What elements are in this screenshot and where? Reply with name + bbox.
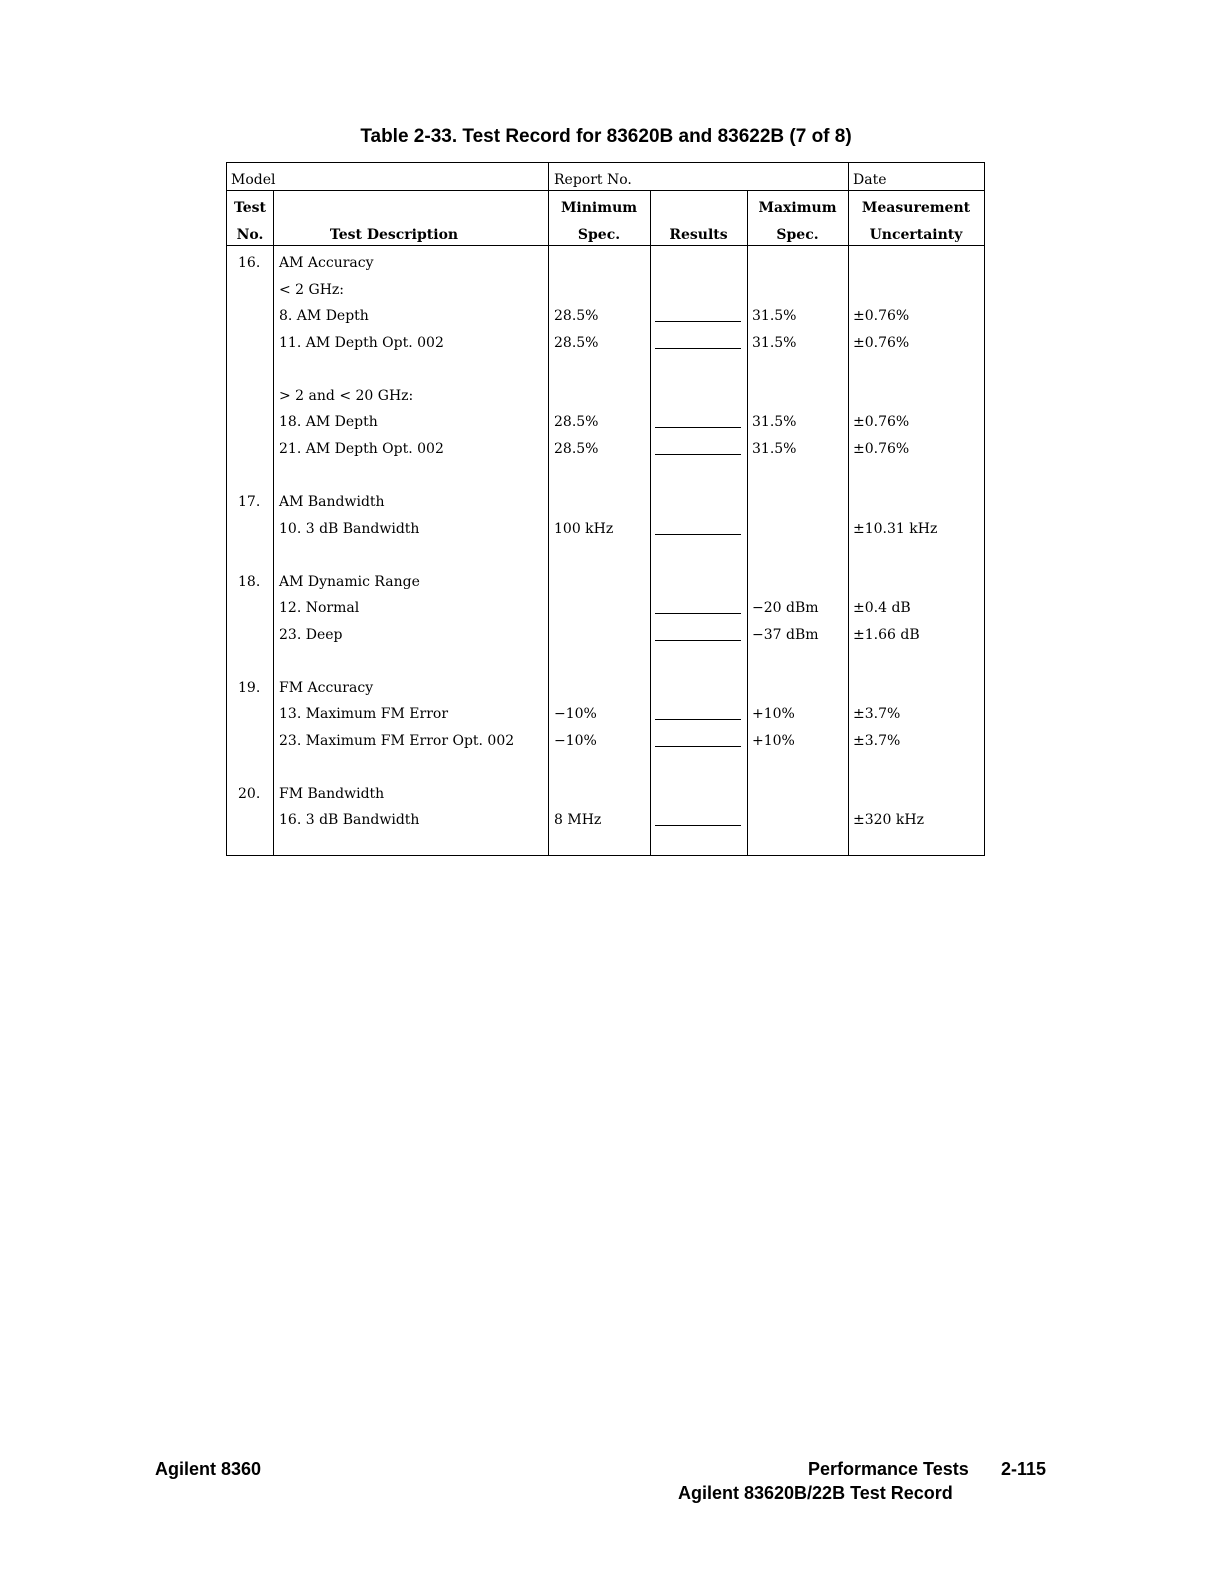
- result-entry-blank[interactable]: [655, 613, 741, 614]
- test-name: FM Accuracy: [279, 680, 374, 696]
- max-spec-value: 31.5%: [752, 335, 797, 351]
- column-header-divider: [227, 245, 984, 246]
- footer-section: Performance Tests: [808, 1459, 969, 1479]
- date-column-divider: [848, 163, 849, 190]
- col-header-minimum: Minimum: [560, 200, 638, 216]
- col-header-no: No.: [236, 227, 264, 243]
- max-spec-value: −37 dBm: [752, 627, 819, 643]
- frequency-group-label: < 2 GHz:: [279, 282, 345, 298]
- test-row-description: 13. Maximum FM Error: [279, 706, 449, 722]
- uncertainty-value: ±0.76%: [853, 335, 910, 351]
- result-entry-blank[interactable]: [655, 534, 741, 535]
- test-row-description: 18. AM Depth: [279, 414, 378, 430]
- min-spec-value: −10%: [554, 706, 597, 722]
- col-divider-description: [548, 190, 549, 855]
- max-spec-value: 31.5%: [752, 308, 797, 324]
- uncertainty-value: ±1.66 dB: [853, 627, 920, 643]
- test-name: FM Bandwidth: [279, 786, 385, 802]
- max-spec-value: +10%: [752, 733, 795, 749]
- col-header-max-spec: Spec.: [776, 227, 819, 243]
- min-spec-value: −10%: [554, 733, 597, 749]
- col-divider-min-spec: [650, 190, 651, 855]
- result-entry-blank[interactable]: [655, 746, 741, 747]
- table-title: Table 2-33. Test Record for 83620B and 83622B (7 of 8): [360, 126, 852, 147]
- footer-product: Agilent 8360: [155, 1459, 262, 1479]
- min-spec-value: 28.5%: [554, 308, 599, 324]
- col-header-measurement: Measurement: [861, 200, 971, 216]
- footer-subsection: Agilent 83620B/22B Test Record: [678, 1483, 953, 1503]
- result-entry-blank[interactable]: [655, 719, 741, 720]
- test-row-description: 12. Normal: [279, 600, 360, 616]
- uncertainty-value: ±320 kHz: [853, 812, 924, 828]
- uncertainty-value: ±0.76%: [853, 308, 910, 324]
- max-spec-value: −20 dBm: [752, 600, 819, 616]
- test-number: 17.: [238, 494, 261, 510]
- min-spec-value: 28.5%: [554, 414, 599, 430]
- max-spec-value: 31.5%: [752, 414, 797, 430]
- test-number: 19.: [238, 680, 261, 696]
- report-no-label: Report No.: [554, 172, 632, 188]
- uncertainty-value: ±0.76%: [853, 441, 910, 457]
- result-entry-blank[interactable]: [655, 640, 741, 641]
- footer-page-number: 2-115: [1001, 1459, 1047, 1479]
- frequency-group-label: > 2 and < 20 GHz:: [279, 388, 414, 404]
- col-divider-test-no: [273, 190, 274, 855]
- test-name: AM Bandwidth: [279, 494, 385, 510]
- test-name: AM Accuracy: [279, 255, 374, 271]
- min-spec-value: 100 kHz: [554, 521, 614, 537]
- uncertainty-value: ±0.76%: [853, 414, 910, 430]
- test-record-table: [226, 162, 985, 856]
- col-divider-max-spec: [848, 190, 849, 855]
- test-row-description: 11. AM Depth Opt. 002: [279, 335, 444, 351]
- test-row-description: 23. Deep: [279, 627, 343, 643]
- result-entry-blank[interactable]: [655, 348, 741, 349]
- test-name: AM Dynamic Range: [279, 574, 420, 590]
- uncertainty-value: ±3.7%: [853, 733, 901, 749]
- result-entry-blank[interactable]: [655, 427, 741, 428]
- result-entry-blank[interactable]: [655, 321, 741, 322]
- report-column-divider: [548, 163, 549, 190]
- date-label: Date: [853, 172, 887, 188]
- uncertainty-value: ±3.7%: [853, 706, 901, 722]
- test-row-description: 10. 3 dB Bandwidth: [279, 521, 420, 537]
- min-spec-value: 8 MHz: [554, 812, 602, 828]
- header-divider: [227, 190, 984, 191]
- test-number: 20.: [238, 786, 261, 802]
- uncertainty-value: ±10.31 kHz: [853, 521, 938, 537]
- col-header-results: Results: [669, 227, 728, 243]
- max-spec-value: 31.5%: [752, 441, 797, 457]
- model-label: Model: [231, 172, 276, 188]
- col-header-maximum: Maximum: [758, 200, 837, 216]
- min-spec-value: 28.5%: [554, 441, 599, 457]
- col-divider-results: [747, 190, 748, 855]
- min-spec-value: 28.5%: [554, 335, 599, 351]
- test-number: 18.: [238, 574, 261, 590]
- col-header-uncertainty: Uncertainty: [869, 227, 963, 243]
- result-entry-blank[interactable]: [655, 454, 741, 455]
- col-header-description: Test Description: [329, 227, 459, 243]
- col-header-min-spec: Spec.: [577, 227, 621, 243]
- test-row-description: 8. AM Depth: [279, 308, 369, 324]
- test-number: 16.: [238, 255, 261, 271]
- max-spec-value: +10%: [752, 706, 795, 722]
- col-header-test: Test: [233, 200, 267, 216]
- test-row-description: 23. Maximum FM Error Opt. 002: [279, 733, 515, 749]
- uncertainty-value: ±0.4 dB: [853, 600, 911, 616]
- result-entry-blank[interactable]: [655, 825, 741, 826]
- test-row-description: 16. 3 dB Bandwidth: [279, 812, 420, 828]
- test-row-description: 21. AM Depth Opt. 002: [279, 441, 444, 457]
